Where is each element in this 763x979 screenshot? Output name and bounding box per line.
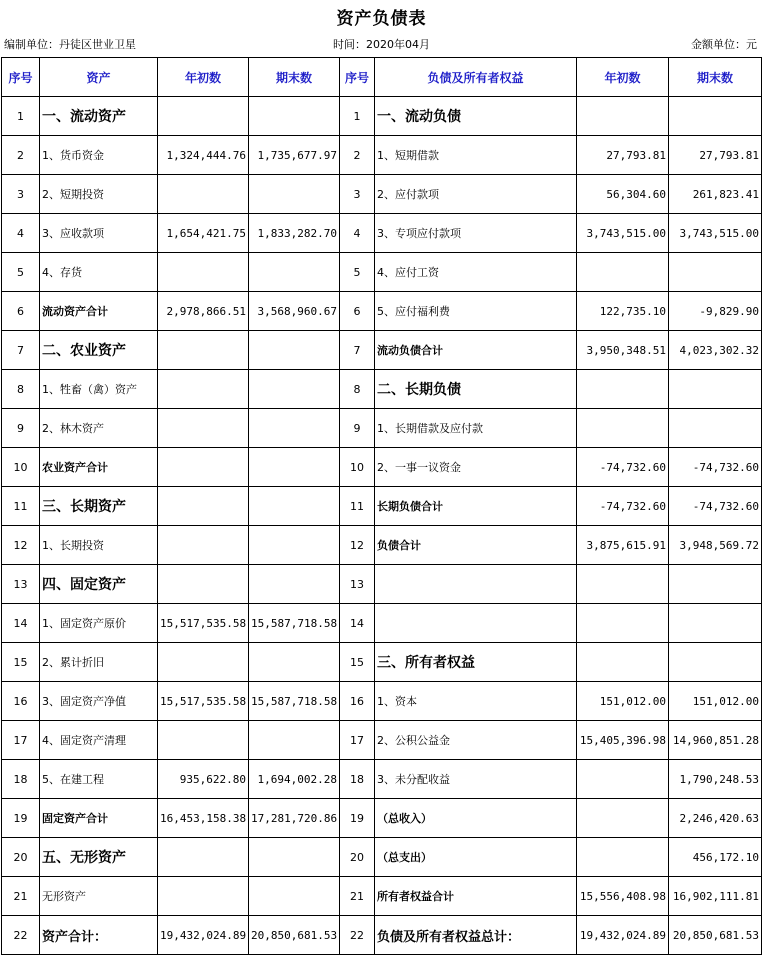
- liability-begin-value: 56,304.60: [577, 175, 669, 214]
- liability-name-cell: 负债合计: [375, 526, 577, 565]
- asset-begin-value: [158, 175, 249, 214]
- liability-begin-value: 122,735.10: [577, 292, 669, 331]
- asset-seq-cell: 22: [2, 916, 40, 955]
- header-begin-right: 年初数: [577, 58, 669, 97]
- asset-seq-cell: 2: [2, 136, 40, 175]
- table-row: [2, 292, 762, 331]
- asset-seq-cell: 6: [2, 292, 40, 331]
- balance-sheet-table: [1, 57, 762, 955]
- asset-end-value: [249, 97, 340, 136]
- liability-end-value: [669, 643, 762, 682]
- asset-begin-value: [158, 253, 249, 292]
- liability-end-value: [669, 409, 762, 448]
- asset-seq-cell: 1: [2, 97, 40, 136]
- liability-begin-value: -74,732.60: [577, 487, 669, 526]
- asset-end-value: [249, 565, 340, 604]
- asset-name-cell: 3、固定资产净值: [40, 682, 158, 721]
- asset-seq-cell: 12: [2, 526, 40, 565]
- liability-seq-cell: 21: [340, 877, 375, 916]
- liability-end-value: 456,172.10: [669, 838, 762, 877]
- liability-name-cell: 流动负债合计: [375, 331, 577, 370]
- liability-name-cell: 1、短期借款: [375, 136, 577, 175]
- liability-name-cell: 2、公积公益金: [375, 721, 577, 760]
- asset-end-value: 15,587,718.58: [249, 682, 340, 721]
- asset-name-cell: 二、农业资产: [40, 331, 158, 370]
- header-end-right: 期末数: [669, 58, 762, 97]
- asset-seq-cell: 16: [2, 682, 40, 721]
- liability-end-value: [669, 370, 762, 409]
- header-liabilities-equity: 负债及所有者权益: [375, 58, 577, 97]
- liability-name-cell: 5、应付福利费: [375, 292, 577, 331]
- table-row: [2, 370, 762, 409]
- liability-end-value: 261,823.41: [669, 175, 762, 214]
- asset-name-cell: 资产合计：: [40, 916, 158, 955]
- table-row: [2, 487, 762, 526]
- liability-name-cell: 1、资本: [375, 682, 577, 721]
- asset-seq-cell: 9: [2, 409, 40, 448]
- asset-end-value: 1,833,282.70: [249, 214, 340, 253]
- liability-seq-cell: 16: [340, 682, 375, 721]
- asset-begin-value: [158, 877, 249, 916]
- table-row: [2, 136, 762, 175]
- liability-name-cell: [375, 565, 577, 604]
- liability-begin-value: [577, 565, 669, 604]
- liability-seq-cell: 10: [340, 448, 375, 487]
- asset-end-value: [249, 643, 340, 682]
- liability-end-value: 27,793.81: [669, 136, 762, 175]
- liability-begin-value: [577, 253, 669, 292]
- liability-end-value: 1,790,248.53: [669, 760, 762, 799]
- liability-seq-cell: 6: [340, 292, 375, 331]
- liability-begin-value: [577, 97, 669, 136]
- asset-begin-value: [158, 838, 249, 877]
- asset-name-cell: 农业资产合计: [40, 448, 158, 487]
- liability-begin-value: 3,875,615.91: [577, 526, 669, 565]
- liability-begin-value: 19,432,024.89: [577, 916, 669, 955]
- asset-end-value: [249, 877, 340, 916]
- asset-seq-cell: 5: [2, 253, 40, 292]
- liability-name-cell: 1、长期借款及应付款: [375, 409, 577, 448]
- liability-begin-value: 3,743,515.00: [577, 214, 669, 253]
- asset-end-value: 17,281,720.86: [249, 799, 340, 838]
- asset-seq-cell: 8: [2, 370, 40, 409]
- table-row: [2, 838, 762, 877]
- liability-begin-value: 151,012.00: [577, 682, 669, 721]
- liability-name-cell: 3、专项应付款项: [375, 214, 577, 253]
- asset-seq-cell: 18: [2, 760, 40, 799]
- asset-name-cell: 一、流动资产: [40, 97, 158, 136]
- asset-seq-cell: 15: [2, 643, 40, 682]
- asset-begin-value: 15,517,535.58: [158, 604, 249, 643]
- liability-seq-cell: 12: [340, 526, 375, 565]
- liability-end-value: -9,829.90: [669, 292, 762, 331]
- liability-begin-value: 27,793.81: [577, 136, 669, 175]
- asset-end-value: [249, 526, 340, 565]
- asset-name-cell: 4、存货: [40, 253, 158, 292]
- asset-begin-value: 16,453,158.38: [158, 799, 249, 838]
- liability-name-cell: 2、应付款项: [375, 175, 577, 214]
- asset-end-value: [249, 253, 340, 292]
- table-row: [2, 916, 762, 955]
- asset-begin-value: 1,324,444.76: [158, 136, 249, 175]
- liability-seq-cell: 15: [340, 643, 375, 682]
- liability-end-value: 3,948,569.72: [669, 526, 762, 565]
- asset-name-cell: 五、无形资产: [40, 838, 158, 877]
- asset-seq-cell: 13: [2, 565, 40, 604]
- table-row: [2, 97, 762, 136]
- asset-end-value: 1,735,677.97: [249, 136, 340, 175]
- liability-name-cell: 4、应付工资: [375, 253, 577, 292]
- liability-name-cell: 所有者权益合计: [375, 877, 577, 916]
- asset-name-cell: 3、应收款项: [40, 214, 158, 253]
- asset-end-value: [249, 838, 340, 877]
- asset-begin-value: [158, 643, 249, 682]
- asset-end-value: [249, 370, 340, 409]
- asset-seq-cell: 4: [2, 214, 40, 253]
- liability-begin-value: [577, 604, 669, 643]
- asset-begin-value: [158, 565, 249, 604]
- liability-name-cell: 负债及所有者权益总计：: [375, 916, 577, 955]
- liability-seq-cell: 17: [340, 721, 375, 760]
- asset-name-cell: 无形资产: [40, 877, 158, 916]
- liability-seq-cell: 5: [340, 253, 375, 292]
- header-end-left: 期末数: [249, 58, 340, 97]
- asset-end-value: [249, 448, 340, 487]
- liability-end-value: 2,246,420.63: [669, 799, 762, 838]
- asset-seq-cell: 10: [2, 448, 40, 487]
- period-label: 时间：2020年04月: [333, 38, 430, 51]
- liability-begin-value: -74,732.60: [577, 448, 669, 487]
- asset-name-cell: 2、短期投资: [40, 175, 158, 214]
- asset-begin-value: [158, 526, 249, 565]
- asset-begin-value: 19,432,024.89: [158, 916, 249, 955]
- liability-begin-value: [577, 760, 669, 799]
- liability-end-value: 16,902,111.81: [669, 877, 762, 916]
- table-row: [2, 799, 762, 838]
- liability-end-value: 20,850,681.53: [669, 916, 762, 955]
- table-row: [2, 526, 762, 565]
- liability-end-value: 14,960,851.28: [669, 721, 762, 760]
- liability-name-cell: 二、长期负债: [375, 370, 577, 409]
- sheet-title: 资产负债表: [336, 9, 427, 29]
- table-row: [2, 175, 762, 214]
- liability-end-value: 4,023,302.32: [669, 331, 762, 370]
- liability-begin-value: [577, 370, 669, 409]
- liability-end-value: [669, 565, 762, 604]
- asset-begin-value: [158, 331, 249, 370]
- liability-seq-cell: 19: [340, 799, 375, 838]
- table-row: [2, 721, 762, 760]
- asset-begin-value: 2,978,866.51: [158, 292, 249, 331]
- table-row: [2, 448, 762, 487]
- asset-name-cell: 1、固定资产原价: [40, 604, 158, 643]
- header-seq-right: 序号: [340, 58, 375, 97]
- liability-end-value: 3,743,515.00: [669, 214, 762, 253]
- liability-name-cell: 三、所有者权益: [375, 643, 577, 682]
- header-row: [2, 58, 762, 97]
- liability-end-value: -74,732.60: [669, 487, 762, 526]
- asset-name-cell: 2、累计折旧: [40, 643, 158, 682]
- asset-begin-value: [158, 97, 249, 136]
- liability-seq-cell: 4: [340, 214, 375, 253]
- table-row: [2, 604, 762, 643]
- asset-name-cell: 2、林木资产: [40, 409, 158, 448]
- liability-seq-cell: 3: [340, 175, 375, 214]
- asset-seq-cell: 14: [2, 604, 40, 643]
- asset-begin-value: 1,654,421.75: [158, 214, 249, 253]
- liability-seq-cell: 9: [340, 409, 375, 448]
- liability-name-cell: 长期负债合计: [375, 487, 577, 526]
- table-row: [2, 253, 762, 292]
- asset-name-cell: 4、固定资产清理: [40, 721, 158, 760]
- currency-unit-label: 金额单位：元: [691, 38, 757, 51]
- asset-name-cell: 流动资产合计: [40, 292, 158, 331]
- liability-end-value: -74,732.60: [669, 448, 762, 487]
- asset-name-cell: 1、货币资金: [40, 136, 158, 175]
- table-row: [2, 760, 762, 799]
- liability-name-cell: 3、未分配收益: [375, 760, 577, 799]
- asset-name-cell: 5、在建工程: [40, 760, 158, 799]
- table-row: [2, 565, 762, 604]
- liability-begin-value: 3,950,348.51: [577, 331, 669, 370]
- header-assets: 资产: [40, 58, 158, 97]
- liability-seq-cell: 22: [340, 916, 375, 955]
- liability-begin-value: 15,405,396.98: [577, 721, 669, 760]
- liability-begin-value: [577, 799, 669, 838]
- asset-seq-cell: 11: [2, 487, 40, 526]
- asset-name-cell: 三、长期资产: [40, 487, 158, 526]
- asset-end-value: [249, 175, 340, 214]
- liability-begin-value: [577, 643, 669, 682]
- asset-end-value: 15,587,718.58: [249, 604, 340, 643]
- asset-begin-value: 15,517,535.58: [158, 682, 249, 721]
- table-row: [2, 682, 762, 721]
- liability-name-cell: 一、流动负债: [375, 97, 577, 136]
- liability-seq-cell: 11: [340, 487, 375, 526]
- asset-name-cell: 1、长期投资: [40, 526, 158, 565]
- asset-name-cell: 固定资产合计: [40, 799, 158, 838]
- org-unit-label: 编制单位：丹徒区世业卫星: [4, 38, 136, 51]
- table-row: [2, 877, 762, 916]
- asset-begin-value: [158, 487, 249, 526]
- asset-seq-cell: 17: [2, 721, 40, 760]
- liability-begin-value: 15,556,408.98: [577, 877, 669, 916]
- liability-end-value: 151,012.00: [669, 682, 762, 721]
- asset-end-value: 1,694,002.28: [249, 760, 340, 799]
- asset-end-value: [249, 331, 340, 370]
- table-row: [2, 214, 762, 253]
- liability-end-value: [669, 97, 762, 136]
- liability-begin-value: [577, 838, 669, 877]
- header-begin-left: 年初数: [158, 58, 249, 97]
- liability-seq-cell: 2: [340, 136, 375, 175]
- asset-end-value: 20,850,681.53: [249, 916, 340, 955]
- asset-end-value: 3,568,960.67: [249, 292, 340, 331]
- asset-seq-cell: 3: [2, 175, 40, 214]
- asset-begin-value: [158, 721, 249, 760]
- asset-begin-value: [158, 370, 249, 409]
- liability-seq-cell: 20: [340, 838, 375, 877]
- header-seq-left: 序号: [2, 58, 40, 97]
- liability-seq-cell: 13: [340, 565, 375, 604]
- asset-seq-cell: 7: [2, 331, 40, 370]
- liability-begin-value: [577, 409, 669, 448]
- asset-seq-cell: 20: [2, 838, 40, 877]
- liability-seq-cell: 8: [340, 370, 375, 409]
- asset-begin-value: 935,622.80: [158, 760, 249, 799]
- liability-seq-cell: 14: [340, 604, 375, 643]
- liability-end-value: [669, 253, 762, 292]
- liability-seq-cell: 1: [340, 97, 375, 136]
- asset-end-value: [249, 409, 340, 448]
- liability-seq-cell: 7: [340, 331, 375, 370]
- asset-begin-value: [158, 409, 249, 448]
- asset-seq-cell: 21: [2, 877, 40, 916]
- liability-end-value: [669, 604, 762, 643]
- liability-name-cell: 2、一事一议资金: [375, 448, 577, 487]
- table-row: [2, 409, 762, 448]
- liability-name-cell: [375, 604, 577, 643]
- table-row: [2, 331, 762, 370]
- liability-name-cell: （总收入）: [375, 799, 577, 838]
- asset-seq-cell: 19: [2, 799, 40, 838]
- asset-name-cell: 1、牲畜（禽）资产: [40, 370, 158, 409]
- liability-name-cell: （总支出）: [375, 838, 577, 877]
- liability-seq-cell: 18: [340, 760, 375, 799]
- asset-end-value: [249, 721, 340, 760]
- asset-begin-value: [158, 448, 249, 487]
- asset-end-value: [249, 487, 340, 526]
- table-row: [2, 643, 762, 682]
- asset-name-cell: 四、固定资产: [40, 565, 158, 604]
